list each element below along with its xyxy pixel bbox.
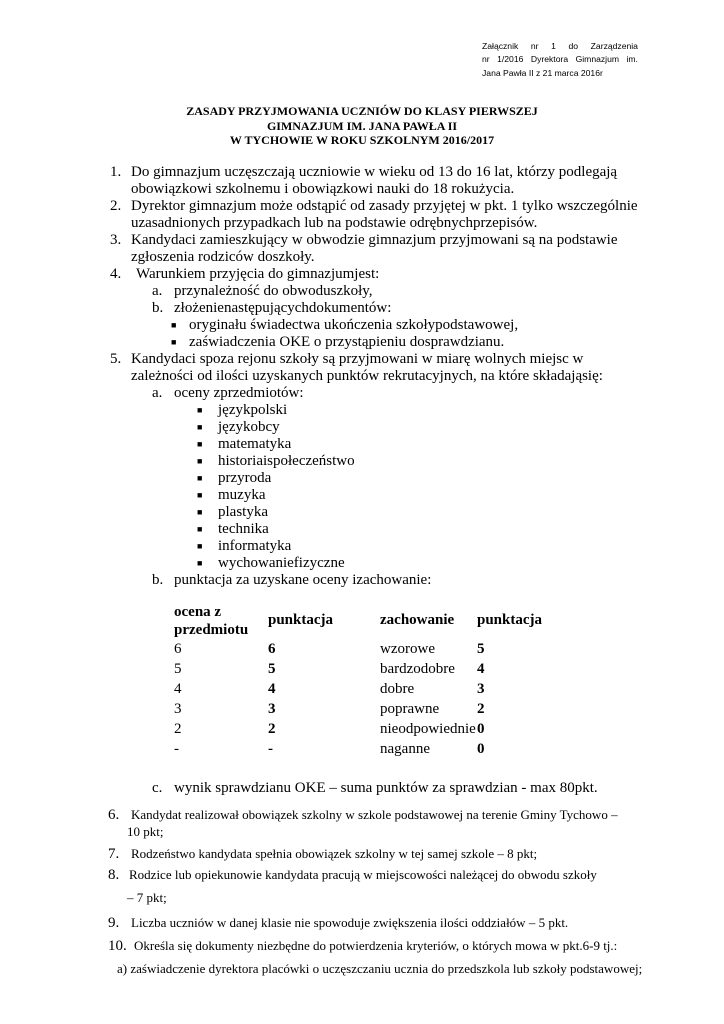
item-2-line-2: uzasadnionych przypadkach lub na podstawie odrębnychprzepisów. [131, 215, 538, 231]
item-6-line-2: 10 pkt; [127, 824, 164, 839]
table-cell-behavior: bardzodobre [380, 661, 455, 677]
bullet-icon: ■ [197, 439, 203, 449]
bullet-icon: ■ [197, 422, 203, 432]
subject-item: muzyka [218, 487, 266, 503]
item-5-b-text: punktacja za uzyskane oceny izachowanie: [174, 572, 432, 588]
attachment-note [482, 40, 638, 80]
item-5-b-letter: b. [152, 572, 164, 588]
title-line-1: ZASADY PRZYJMOWANIA UCZNIÓW DO KLASY PIERWSZEJ [186, 104, 538, 118]
item-9-line-1: Liczba uczniów w danej klasie nie spowoduje zwiększenia ilości oddziałów – 5 pkt. [131, 915, 569, 930]
item-4-line-1: Warunkiem przyjęcia do gimnazjumjest: [136, 266, 380, 282]
subject-item: informatyka [218, 538, 292, 554]
table-cell-grade: 3 [174, 701, 182, 717]
attachment-word: Załącznik [482, 41, 519, 51]
item-4-a-text: przynależność do obwoduszkoły, [174, 283, 373, 299]
item-number: 1. [110, 164, 122, 180]
subject-item: przyroda [218, 470, 272, 486]
item-3-line-2: zgłoszenia rodziców doszkoły. [131, 249, 315, 265]
attachment-word: do [568, 41, 579, 51]
bullet-icon: ■ [197, 473, 203, 483]
table-cell-behavior: naganne [380, 741, 430, 757]
document-title [0, 104, 724, 148]
item-2-line-1: Dyrektor gimnazjum może odstąpić od zasady przyjętej w pkt. 1 tylko wszczególnie [131, 198, 638, 214]
table-cell-grade: 2 [174, 721, 182, 737]
subject-item: historiaispołeczeństwo [218, 453, 355, 469]
bullet-icon: ■ [197, 524, 203, 534]
item-number: 9. [108, 915, 120, 931]
bullet-icon: ■ [197, 558, 203, 568]
item-4-b-letter: b. [152, 300, 164, 316]
title-line-3: W TYCHOWIE W ROKU SZKOLNYM 2016/2017 [229, 133, 495, 147]
attachment-word: im. [626, 54, 638, 65]
bullet-icon: ■ [197, 405, 203, 415]
table-cell-grade: 6 [174, 641, 182, 657]
table-cell-behavior: nieodpowiednie [380, 721, 476, 737]
attachment-word: 1/2016 [497, 54, 524, 65]
attachment-line-3: Jana Pawła II z 21 marca 2016r [482, 67, 603, 78]
table-cell-behavior-points: 5 [477, 641, 485, 657]
item-number: 4. [110, 266, 122, 282]
attachment-word: Zarządzenia [590, 41, 638, 51]
bullet-icon: ■ [197, 490, 203, 500]
attachment-word: 1 [551, 41, 556, 51]
table-cell-points: 5 [268, 661, 276, 677]
attachment-line-2 [482, 53, 638, 66]
table-cell-behavior: wzorowe [380, 641, 435, 657]
subject-item: matematyka [218, 436, 292, 452]
item-7-line-1: Rodzeństwo kandydata spełnia obowiązek szkolny w tej samej szkole – 8 pkt; [131, 846, 538, 861]
subject-item: językobcy [218, 419, 280, 435]
item-8-line-2: – 7 pkt; [127, 890, 167, 905]
item-4-a-letter: a. [152, 283, 163, 299]
subject-item: językpolski [218, 402, 288, 418]
table-header-behavior-points: punktacja [477, 612, 543, 628]
table-cell-behavior-points: 2 [477, 701, 485, 717]
table-cell-behavior-points: 4 [477, 661, 485, 677]
item-5-c-text: wynik sprawdzianu OKE – suma punktów za sprawdzian - max 80pkt. [174, 780, 598, 796]
subject-item: wychowaniefizyczne [218, 555, 345, 571]
table-cell-behavior: dobre [380, 681, 415, 697]
item-number: 7. [108, 846, 120, 862]
table-cell-grade: - [174, 741, 179, 757]
attachment-word: nr [530, 41, 539, 51]
item-6-line-1: Kandydat realizował obowiązek szkolny w szkole podstawowej na terenie Gminy Tychowo – [131, 807, 618, 822]
table-cell-points: 2 [268, 721, 276, 737]
item-5-a-text: oceny zprzedmiotów: [174, 385, 304, 401]
table-header-points: punktacja [268, 612, 334, 628]
header-grade-line-1: ocena z [174, 604, 222, 620]
bullet-icon: ■ [197, 456, 203, 466]
item-number: 5. [110, 351, 122, 367]
item-number: 10. [108, 938, 127, 954]
attachment-word: Dyrektora [530, 54, 569, 65]
attachment-word: Gimnazjum [575, 54, 620, 65]
item-10-line-1: Określa się dokumenty niezbędne do potwierdzenia kryteriów, o których mowa w pkt.6-9 tj.: [134, 938, 618, 953]
item-3-line-1: Kandydaci zamieszkujący w obwodzie gimnazjum przyjmowani są na podstawie [131, 232, 618, 248]
item-number: 2. [110, 198, 122, 214]
doc-item: zaświadczenia OKE o przystąpieniu dosprawdzianu. [189, 334, 505, 350]
attachment-word: nr [482, 54, 490, 65]
table-cell-points: - [268, 741, 273, 757]
table-cell-points: 6 [268, 641, 276, 657]
bullet-icon: ■ [197, 541, 203, 551]
subject-item: plastyka [218, 504, 268, 520]
title-line-2: GIMNAZJUM IM. JANA PAWŁA II [266, 118, 458, 133]
table-header-behavior: zachowanie [380, 612, 455, 628]
item-4-b-text: złożenienastępującychdokumentów: [174, 300, 392, 316]
item-1-line-1: Do gimnazjum uczęszczają uczniowie w wieku od 13 do 16 lat, którzy podlegają [131, 164, 618, 180]
item-number: 6. [108, 807, 120, 823]
bullet-icon: ■ [197, 507, 203, 517]
item-5-c-letter: c. [152, 780, 163, 796]
table-cell-grade: 4 [174, 681, 182, 697]
doc-item: oryginału świadectwa ukończenia szkołypodstawowej, [189, 317, 519, 333]
header-grade-line-2: przedmiotu [174, 622, 249, 638]
item-5-line-1: Kandydaci spoza rejonu szkoły są przyjmowani w miarę wolnych miejsc w [131, 351, 584, 367]
table-cell-grade: 5 [174, 661, 182, 677]
bullet-icon: ■ [171, 320, 177, 330]
table-cell-behavior-points: 0 [477, 741, 485, 757]
attachment-line-1 [482, 40, 638, 53]
item-number: 3. [110, 232, 122, 248]
table-cell-behavior-points: 0 [477, 721, 485, 737]
item-5-a-letter: a. [152, 385, 163, 401]
item-5-line-2: zależności od ilości uzyskanych punktów rekrutacyjnych, na które składająsię: [131, 368, 603, 384]
table-cell-behavior: poprawne [380, 701, 440, 717]
table-cell-points: 4 [268, 681, 276, 697]
item-10-a: a) zaświadczenie dyrektora placówki o uczęszczaniu ucznia do przedszkola lub szkoły podstawowej; [117, 961, 643, 976]
item-number: 8. [108, 867, 120, 883]
item-8-line-1: Rodzice lub opiekunowie kandydata pracują w miejscowości należącej do obwodu szkoły [129, 867, 597, 882]
table-header-grade [174, 603, 248, 639]
item-1-line-2: obowiązkowi szkolnemu i obowiązkowi nauki do 18 rokużycia. [131, 181, 515, 197]
table-cell-behavior-points: 3 [477, 681, 485, 697]
bullet-icon: ■ [171, 337, 177, 347]
subject-item: technika [218, 521, 269, 537]
table-cell-points: 3 [268, 701, 276, 717]
